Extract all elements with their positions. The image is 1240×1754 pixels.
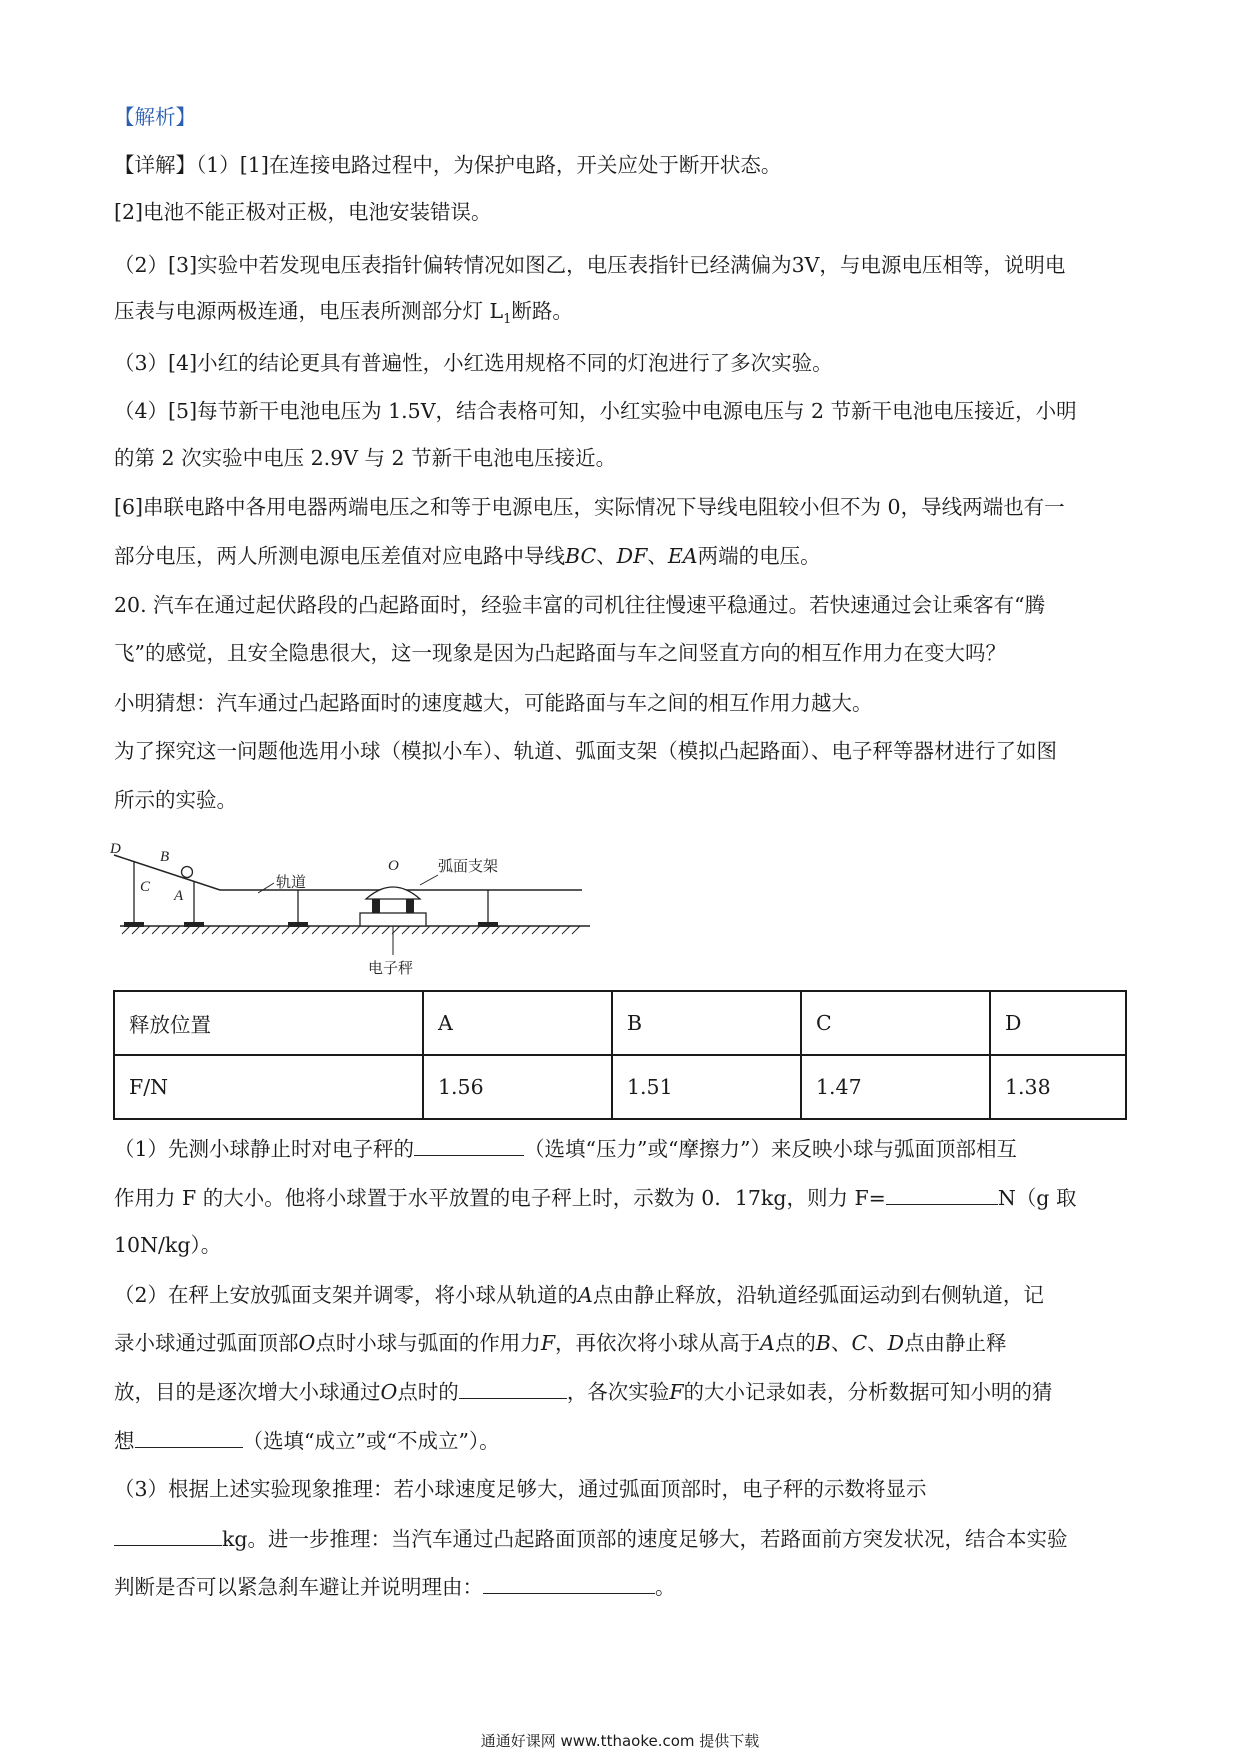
detail-line-6: （4）[5]每节新干电池电压为 1.5V，结合表格可知，小红实验中电源电压与 2 节新干电池电压接近，小明 <box>114 399 1077 423</box>
question-20-line-2: 飞”的感觉，且安全隐患很大，这一现象是因为凸起路面与车之间竖直方向的相互作用力在变大吗？ <box>114 641 1006 665</box>
q1-line-2 <box>114 1182 1076 1213</box>
point-b: B <box>815 1331 831 1355</box>
detail-line-9-text: 部分电压，两人所测电源电压差值对应电路中导线 <box>114 544 565 568</box>
detail-line-3: （2）[3]实验中若发现电压表指针偏转情况如图乙，电压表指针已经满偏为3V，与电源电压相等，说明电 <box>114 253 1066 277</box>
detail-line-7: 的第 2 次实验中电压 2.9V 与 2 节新干电池电压接近。 <box>114 446 617 470</box>
q2-text: 点时的 <box>397 1380 459 1404</box>
answer-blank[interactable] <box>414 1133 524 1156</box>
table-header-cell: 释放位置 <box>114 991 423 1055</box>
electronic-scale <box>360 913 426 926</box>
question-20-line-4: 为了探究这一问题他选用小球（模拟小车）、轨道、弧面支架（模拟凸起路面）、电子秤等器材进行了如图 <box>114 739 1057 763</box>
q1-line-1 <box>114 1133 1017 1164</box>
table-cell: 1.51 <box>612 1055 801 1119</box>
answer-blank[interactable] <box>135 1425 243 1448</box>
table-cell: 1.56 <box>423 1055 612 1119</box>
answer-blank[interactable] <box>886 1182 998 1205</box>
table-row <box>114 1055 1126 1119</box>
detail-line-4 <box>114 296 573 335</box>
table-header-cell: D <box>990 991 1126 1055</box>
table-cell: 1.38 <box>990 1055 1126 1119</box>
arc-support-leg <box>372 899 380 913</box>
table-cell: F/N <box>114 1055 423 1119</box>
table-header-cell: A <box>423 991 612 1055</box>
arc-support-leg <box>406 899 414 913</box>
q1-text: N（g 取 <box>997 1186 1077 1210</box>
experiment-diagram <box>110 835 590 980</box>
detail-line-9 <box>114 541 821 571</box>
q3-line-3 <box>114 1571 676 1602</box>
label-d: D <box>110 841 121 857</box>
track-pointer-line <box>258 883 274 893</box>
q3-line-1: （3）根据上述实验现象推理：若小球速度足够大，通过弧面顶部时，电子秤的示数将显示 <box>114 1477 927 1501</box>
wire-ea: EA <box>667 544 698 568</box>
question-20-line-5: 所示的实验。 <box>114 788 237 812</box>
ball <box>182 867 193 878</box>
q2-text: 点由静止释 <box>904 1331 1007 1355</box>
subscript-1: 1 <box>503 312 512 328</box>
label-c: C <box>140 879 151 895</box>
table-cell: 1.47 <box>801 1055 990 1119</box>
point-a: A <box>578 1283 593 1307</box>
q2-line-1 <box>114 1280 1044 1310</box>
detail-line-4-tail: 断路。 <box>511 299 573 323</box>
q1-text: （1）先测小球静止时对电子秤的 <box>114 1137 415 1161</box>
q2-line-2 <box>114 1328 1007 1358</box>
q3-line-2 <box>114 1523 1068 1554</box>
data-table <box>113 990 1127 1120</box>
detail-line-1: 【详解】（1）[1]在连接电路过程中，为保护电路，开关应处于断开状态。 <box>114 153 782 177</box>
answer-blank[interactable] <box>483 1571 655 1594</box>
label-track: 轨道 <box>276 873 307 891</box>
q2-text: 录小球通过弧面顶部 <box>114 1331 299 1355</box>
wire-df: DF <box>616 544 648 568</box>
wire-bc: BC <box>565 544 597 568</box>
q2-text: （选填“成立”或“不成立”）。 <box>242 1429 500 1453</box>
ground-hatching <box>122 926 580 934</box>
force-f: F <box>669 1380 684 1404</box>
force-f: F <box>540 1331 556 1355</box>
point-a: A <box>760 1331 775 1355</box>
label-arc-support: 弧面支架 <box>438 857 499 875</box>
detail-line-5: （3）[4]小红的结论更具有普遍性，小红选用规格不同的灯泡进行了多次实验。 <box>114 351 833 375</box>
question-20-line-1: 20. 汽车在通过起伏路段的凸起路面时，经验丰富的司机往往慢速平稳通过。若快速通过会让乘客有“腾 <box>114 593 1046 617</box>
q2-text: ，再依次将小球从高于 <box>555 1331 761 1355</box>
separator: 、 <box>647 544 668 568</box>
separator: 、 <box>867 1331 888 1355</box>
q2-text: 放，目的是逐次增大小球通过 <box>114 1380 381 1404</box>
analysis-heading: 【解析】 <box>114 105 196 129</box>
separator: 、 <box>596 544 617 568</box>
answer-blank[interactable] <box>459 1376 567 1399</box>
table-header-cell: B <box>612 991 801 1055</box>
q3-text: 判断是否可以紧急刹车避让并说明理由： <box>114 1575 483 1599</box>
q2-text: （2）在秤上安放弧面支架并调零，将小球从轨道的 <box>114 1283 579 1307</box>
label-a: A <box>174 888 184 904</box>
q1-text: （选填“压力”或“摩擦力”）来反映小球与弧面顶部相互 <box>524 1137 1017 1161</box>
label-o: O <box>388 858 399 874</box>
table-row <box>114 991 1126 1055</box>
q1-line-3: 10N/kg）。 <box>114 1233 222 1257</box>
point-c: C <box>851 1331 868 1355</box>
label-b: B <box>160 849 170 865</box>
arc-pointer-line <box>420 875 438 885</box>
point-o: O <box>380 1380 398 1404</box>
arc-support <box>366 887 420 899</box>
question-20-line-3: 小明猜想：汽车通过凸起路面时的速度越大，可能路面与车之间的相互作用力越大。 <box>114 691 873 715</box>
q2-text: 点由静止释放，沿轨道经弧面运动到右侧轨道，记 <box>592 1283 1044 1307</box>
q2-text: 点时小球与弧面的作用力 <box>315 1331 541 1355</box>
q1-text: 作用力 F 的大小。他将小球置于水平放置的电子秤上时，示数为 0．17kg，则力 F= <box>114 1186 886 1210</box>
detail-line-2: [2]电池不能正极对正极，电池安装错误。 <box>114 200 492 224</box>
q3-text: kg。进一步推理：当汽车通过凸起路面顶部的速度足够大，若路面前方突发状况，结合本实验 <box>222 1527 1068 1551</box>
label-scale: 电子秤 <box>368 959 414 977</box>
answer-blank[interactable] <box>114 1523 222 1546</box>
q2-text: 点的 <box>774 1331 816 1355</box>
separator: 、 <box>830 1331 852 1355</box>
point-o: O <box>298 1331 316 1355</box>
detail-line-4-text: 压表与电源两极连通，电压表所测部分灯 L <box>114 299 504 323</box>
detail-line-9-tail: 两端的电压。 <box>697 544 821 568</box>
table-header-cell: C <box>801 991 990 1055</box>
point-d: D <box>887 1331 905 1355</box>
q2-line-3 <box>114 1376 1053 1407</box>
q2-line-4 <box>114 1425 500 1456</box>
q2-text: 的大小记录如表，分析数据可知小明的猜 <box>683 1380 1053 1404</box>
q2-text: 想 <box>114 1429 135 1453</box>
page-footer: 通通好课网 www.tthaoke.com 提供下载 <box>480 1732 760 1750</box>
q3-text: 。 <box>655 1575 676 1599</box>
q2-text: ，各次实验 <box>566 1380 670 1404</box>
detail-line-8: [6]串联电路中各用电器两端电压之和等于电源电压，实际情况下导线电阻较小但不为 0，导线两端也有一 <box>114 495 1065 519</box>
